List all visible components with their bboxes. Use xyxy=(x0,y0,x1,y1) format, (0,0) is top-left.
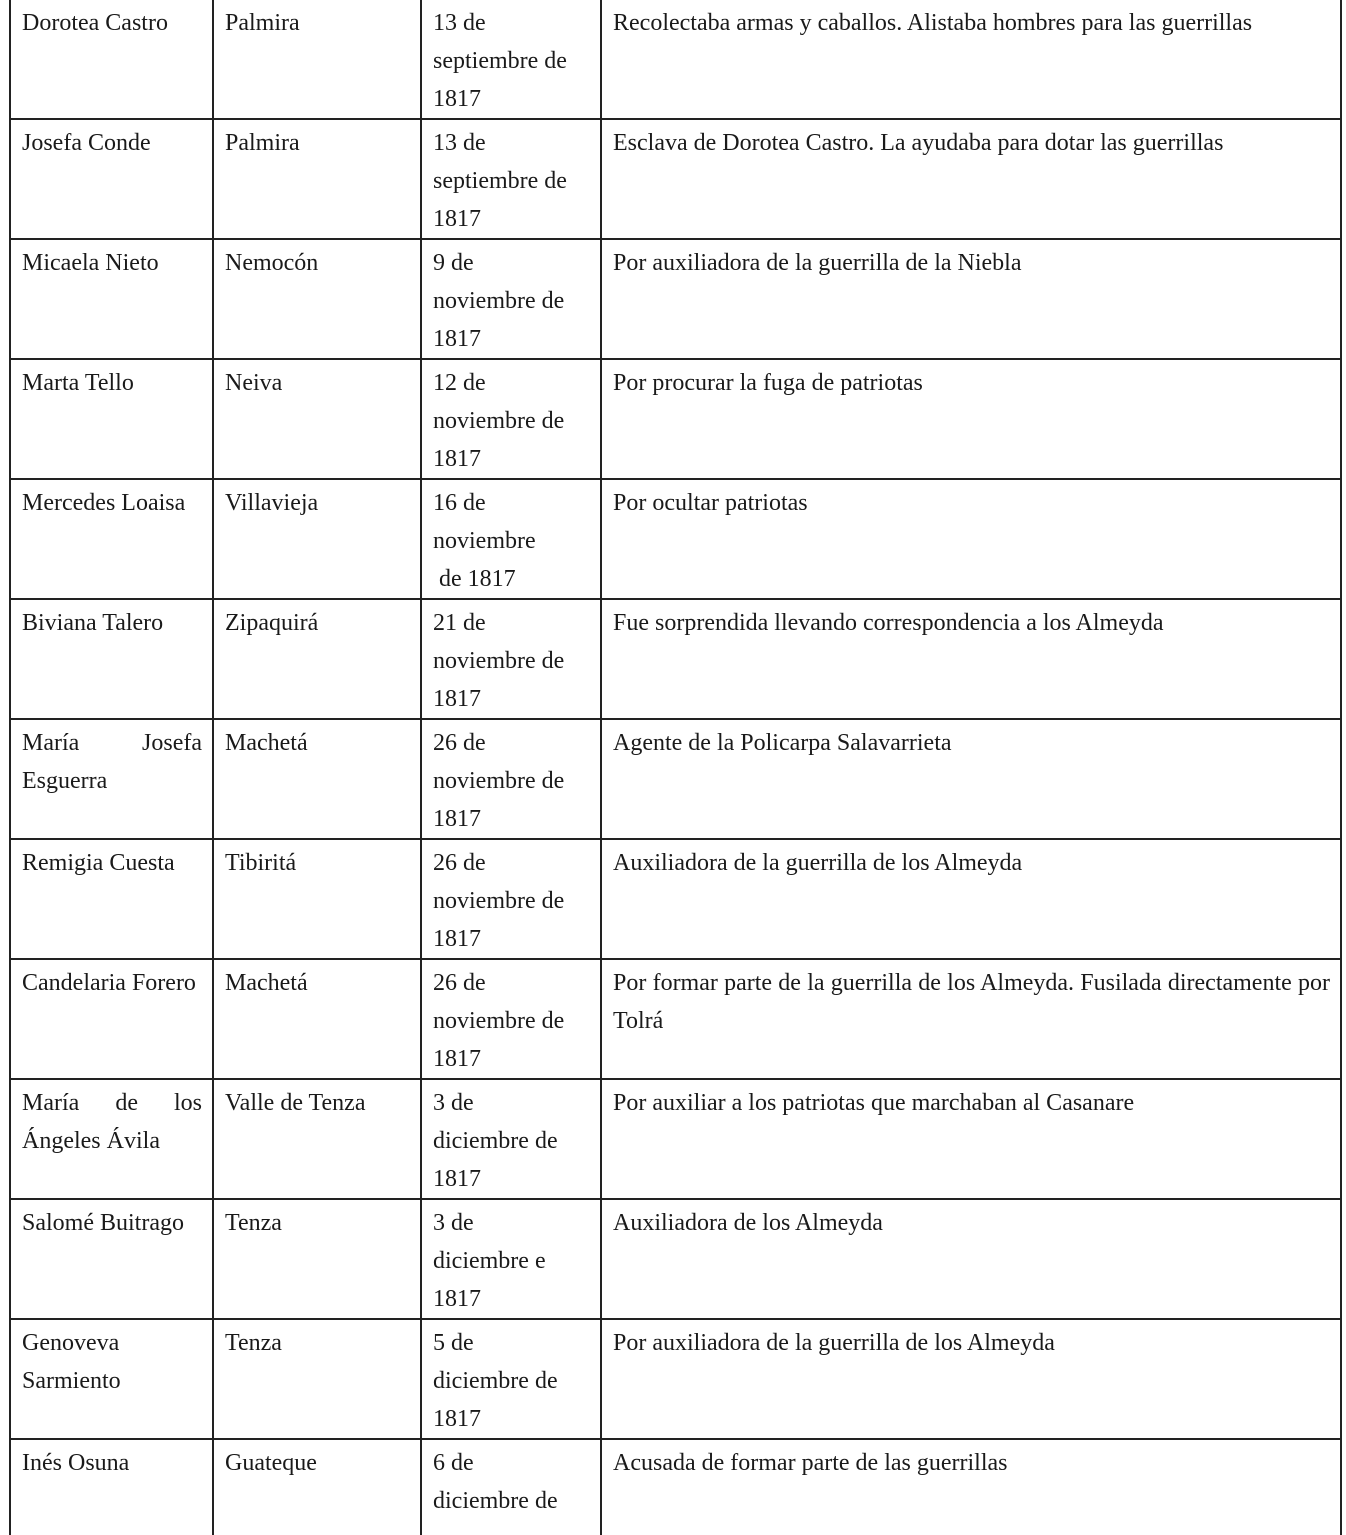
table-row xyxy=(10,1439,1341,1535)
place-cell: Machetá xyxy=(213,719,421,839)
place-cell: Machetá xyxy=(213,959,421,1079)
table-body xyxy=(10,0,1341,1535)
date-cell xyxy=(421,1319,601,1439)
name-cell: Genoveva Sarmiento xyxy=(10,1319,213,1439)
table-row xyxy=(10,359,1341,479)
date-line: 3 de xyxy=(433,1090,474,1116)
date-line: 1817 xyxy=(433,806,481,832)
place-cell: Tenza xyxy=(213,1199,421,1319)
table-row xyxy=(10,479,1341,599)
date-line: diciembre e xyxy=(433,1248,546,1274)
table-row xyxy=(10,1199,1341,1319)
date-line: noviembre de xyxy=(433,768,565,794)
description-cell: Por auxiliadora de la guerrilla de la Niebla xyxy=(601,239,1341,359)
description-cell: Fue sorprendida llevando correspondencia a los Almeyda xyxy=(601,599,1341,719)
date-line: 1817 xyxy=(433,446,481,472)
name-cell: María de los Ángeles Ávila xyxy=(10,1079,213,1199)
date-cell xyxy=(421,599,601,719)
name-cell: Salomé Buitrago xyxy=(10,1199,213,1319)
date-line: noviembre de xyxy=(433,888,565,914)
date-cell xyxy=(421,1199,601,1319)
table-row xyxy=(10,0,1341,119)
date-line: septiembre de xyxy=(433,168,567,194)
date-line: 1817 xyxy=(433,206,481,232)
description-cell: Auxiliadora de los Almeyda xyxy=(601,1199,1341,1319)
place-cell: Neiva xyxy=(213,359,421,479)
date-line: 1817 xyxy=(433,1166,481,1192)
date-line: noviembre de xyxy=(433,288,565,314)
description-cell: Acusada de formar parte de las guerrillas xyxy=(601,1439,1341,1535)
table-row xyxy=(10,719,1341,839)
date-line: de 1817 xyxy=(433,566,516,592)
date-cell xyxy=(421,119,601,239)
description-cell: Auxiliadora de la guerrilla de los Almeyda xyxy=(601,839,1341,959)
date-line: septiembre de xyxy=(433,48,567,74)
date-line: 1817 xyxy=(433,686,481,712)
date-line: 21 de xyxy=(433,610,486,636)
name-cell: Josefa Conde xyxy=(10,119,213,239)
description-cell: Por auxiliar a los patriotas que marchaban al Casanare xyxy=(601,1079,1341,1199)
date-line: 9 de xyxy=(433,250,474,276)
date-cell xyxy=(421,479,601,599)
table-row xyxy=(10,959,1341,1079)
date-line: noviembre de xyxy=(433,408,565,434)
name-cell: Inés Osuna xyxy=(10,1439,213,1535)
name-cell: Mercedes Loaisa xyxy=(10,479,213,599)
description-cell: Agente de la Policarpa Salavarrieta xyxy=(601,719,1341,839)
description-cell: Esclava de Dorotea Castro. La ayudaba para dotar las guerrillas xyxy=(601,119,1341,239)
date-line: 13 de xyxy=(433,10,486,36)
date-line: 12 de xyxy=(433,370,486,396)
name-cell: Micaela Nieto xyxy=(10,239,213,359)
name-cell: Remigia Cuesta xyxy=(10,839,213,959)
name-cell: Dorotea Castro xyxy=(10,0,213,119)
date-line: 1817 xyxy=(433,1046,481,1072)
date-line: 3 de xyxy=(433,1210,474,1236)
table-row xyxy=(10,239,1341,359)
date-cell xyxy=(421,359,601,479)
name-cell: María Josefa Esguerra xyxy=(10,719,213,839)
date-cell xyxy=(421,1439,601,1535)
date-cell xyxy=(421,719,601,839)
name-cell: Candelaria Forero xyxy=(10,959,213,1079)
date-line: 1817 xyxy=(433,926,481,952)
name-cell: Biviana Talero xyxy=(10,599,213,719)
date-line: diciembre de xyxy=(433,1128,558,1154)
place-cell: Tenza xyxy=(213,1319,421,1439)
date-cell xyxy=(421,839,601,959)
date-cell xyxy=(421,959,601,1079)
date-line: 1817 xyxy=(433,1286,481,1312)
description-cell: Por procurar la fuga de patriotas xyxy=(601,359,1341,479)
place-cell: Valle de Tenza xyxy=(213,1079,421,1199)
date-line: 26 de xyxy=(433,970,486,996)
date-line: noviembre de xyxy=(433,1008,565,1034)
date-line: 1817 xyxy=(433,326,481,352)
place-cell: Zipaquirá xyxy=(213,599,421,719)
place-cell: Villavieja xyxy=(213,479,421,599)
description-cell: Por auxiliadora de la guerrilla de los Almeyda xyxy=(601,1319,1341,1439)
date-line: noviembre xyxy=(433,528,536,554)
description-cell: Recolectaba armas y caballos. Alistaba hombres para las guerrillas xyxy=(601,0,1341,119)
executions-table xyxy=(9,0,1342,1535)
name-cell: Marta Tello xyxy=(10,359,213,479)
place-cell: Tibiritá xyxy=(213,839,421,959)
date-line: 13 de xyxy=(433,130,486,156)
date-cell xyxy=(421,239,601,359)
place-cell: Nemocón xyxy=(213,239,421,359)
date-line: 16 de xyxy=(433,490,486,516)
date-line: 26 de xyxy=(433,730,486,756)
date-line: 1817 xyxy=(433,1406,481,1432)
date-line: diciembre de xyxy=(433,1488,558,1514)
date-cell xyxy=(421,1079,601,1199)
date-line: noviembre de xyxy=(433,648,565,674)
table-row xyxy=(10,599,1341,719)
table-row xyxy=(10,839,1341,959)
table-row xyxy=(10,119,1341,239)
date-line: 5 de xyxy=(433,1330,474,1356)
description-cell: Por ocultar patriotas xyxy=(601,479,1341,599)
date-line: 26 de xyxy=(433,850,486,876)
date-line: 6 de xyxy=(433,1450,474,1476)
table-row xyxy=(10,1079,1341,1199)
date-cell xyxy=(421,0,601,119)
date-line: diciembre de xyxy=(433,1368,558,1394)
date-line: 1817 xyxy=(433,86,481,112)
place-cell: Palmira xyxy=(213,0,421,119)
place-cell: Guateque xyxy=(213,1439,421,1535)
place-cell: Palmira xyxy=(213,119,421,239)
table-row xyxy=(10,1319,1341,1439)
description-cell: Por formar parte de la guerrilla de los Almeyda. Fusilada directamente por Tolrá xyxy=(601,959,1341,1079)
